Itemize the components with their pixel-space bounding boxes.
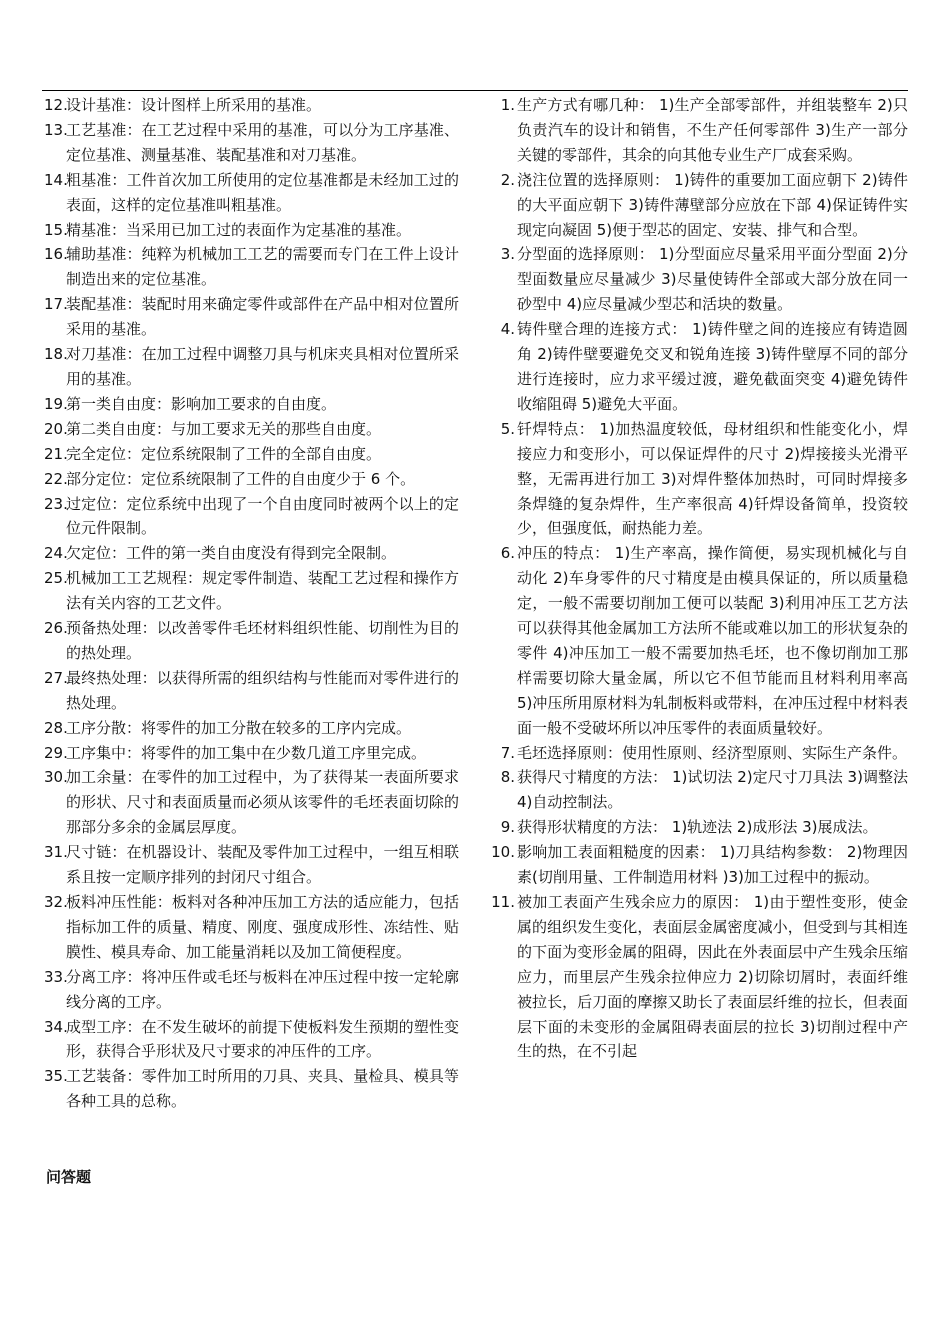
- item-text: 工艺装备：零件加工时所用的刀具、夹具、量检具、模具等各种工具的总称。: [66, 1067, 459, 1111]
- item-text: 设计基准：设计图样上所采用的基准。: [66, 96, 322, 114]
- answer-item: [490, 765, 908, 815]
- item-number: 33.: [44, 967, 68, 986]
- definition-item: [44, 93, 459, 118]
- top-rule: [42, 90, 908, 91]
- item-text: 生产方式有哪几种： 1)生产全部零部件，并组装整车 2)只负责汽车的设计和销售，不生产任何零部件 3)生产一部分关键的零部件，其余的向其他专业生产厂成套采购。: [517, 96, 908, 164]
- item-number: 1.: [500, 96, 515, 114]
- definition-item: [44, 442, 459, 467]
- item-text: 毛坯选择原则：使用性原则、经济型原则、实际生产条件。: [517, 743, 908, 762]
- item-number: 10.: [491, 843, 515, 862]
- definition-item: [44, 492, 459, 542]
- answer-item: [490, 840, 908, 890]
- item-number: 21.: [44, 444, 68, 463]
- definition-item: [44, 965, 459, 1015]
- definition-item: [44, 566, 459, 616]
- item-number: 31.: [44, 843, 68, 862]
- item-number: 12.: [44, 96, 68, 114]
- item-text: 精基准：当采用已加工过的表面作为定基准的基准。: [66, 220, 412, 239]
- item-text: 欠定位：工件的第一类自由度没有得到完全限制。: [66, 544, 397, 563]
- answer-item: [490, 93, 908, 168]
- item-text: 冲压的特点： 1)生产率高，操作简便，易实现机械化与自动化 2)车身零件的尺寸精度是由模具保证的，所以质量稳定，一般不需要切削加工便可以装配 3)利用冲压工艺方法可以获得其他金属加工方法所不能或难以加工的形状复杂的零件 4)冲压加工一般不需要加热毛坯，也不像切削加工那样需要切除大量金属，所以它不但节能而且材料利用率高 5)冲压所用原材料为轧制板料或带料，在冲压过程中材料表面一般不受破坏所以冲压零件的表面质量较好。: [517, 544, 908, 737]
- item-text: 粗基准：工件首次加工所使用的定位基准都是未经加工过的表面，这样的定位基准叫粗基准。: [66, 170, 459, 214]
- item-number: 28.: [44, 718, 68, 737]
- answer-item: [490, 541, 908, 740]
- qa-heading: 问答题: [46, 1168, 92, 1186]
- item-number: 30.: [44, 768, 68, 787]
- item-text: 过定位：定位系统中出现了一个自由度同时被两个以上的定位元件限制。: [66, 494, 459, 538]
- definition-item: [44, 616, 459, 666]
- item-text: 钎焊特点： 1)加热温度较低，母材组织和性能变化小，焊接应力和变形小，可以保证焊件的尺寸 2)焊接接头光滑平整，无需再进行加工 3)对焊件整体加热时，可同时焊接多条焊缝的复杂焊件，生产率很高 4)钎焊设备简单，投资较少，但强度低，耐热能力差。: [517, 419, 908, 538]
- definition-item: [44, 467, 459, 492]
- definition-item: [44, 292, 459, 342]
- definition-item: [44, 118, 459, 168]
- item-text: 获得尺寸精度的方法： 1)试切法 2)定尺寸刀具法 3)调整法 4)自动控制法。: [517, 768, 908, 812]
- item-number: 32.: [44, 893, 68, 911]
- item-text: 板料冲压性能：板料对各种冲压加工方法的适应能力，包括指标加工件的质量、精度、刚度、强度成形性、冻结性、贴膜性、模具寿命、加工能量消耗以及加工简便程度。: [66, 893, 459, 961]
- item-number: 23.: [44, 494, 68, 513]
- item-text: 装配基准：装配时用来确定零件或部件在产品中相对位置所采用的基准。: [66, 295, 459, 339]
- answer-item: [490, 890, 908, 1064]
- item-number: 19.: [44, 394, 68, 413]
- item-text: 获得形状精度的方法： 1)轨迹法 2)成形法 3)展成法。: [517, 818, 878, 837]
- definition-item: [44, 417, 459, 442]
- item-number: 26.: [44, 619, 68, 638]
- item-number: 15.: [44, 220, 68, 239]
- item-number: 7.: [500, 743, 515, 762]
- item-text: 铸件壁合理的连接方式： 1)铸件壁之间的连接应有铸造圆角 2)铸件壁要避免交叉和锐角连接 3)铸件壁厚不同的部分进行连接时，应力求平缓过渡，避免截面突变 4)避免铸件收缩阻碍 5)避免大平面。: [517, 320, 908, 413]
- item-number: 4.: [500, 320, 515, 339]
- item-number: 34.: [44, 1017, 68, 1036]
- item-number: 9.: [500, 818, 515, 837]
- item-text: 第一类自由度：影响加工要求的自由度。: [66, 394, 337, 413]
- definition-item: [44, 741, 459, 766]
- definition-item: [44, 666, 459, 716]
- item-number: 17.: [44, 295, 68, 314]
- definition-item: [44, 890, 459, 965]
- definition-item: [44, 716, 459, 741]
- item-number: 35.: [44, 1067, 68, 1086]
- item-number: 5.: [500, 419, 515, 438]
- item-text: 加工余量：在零件的加工过程中，为了获得某一表面所要求的形状、尺寸和表面质量而必须从该零件的毛坯表面切除的那部分多余的金属层厚度。: [66, 768, 459, 837]
- answer-item: [490, 317, 908, 417]
- item-number: 20.: [44, 419, 68, 438]
- definition-item: [44, 840, 459, 890]
- item-number: 11.: [491, 893, 515, 911]
- item-text: 辅助基准：纯粹为机械加工工艺的需要而专门在工件上设计制造出来的定位基准。: [66, 245, 459, 289]
- item-text: 浇注位置的选择原则： 1)铸件的重要加工面应朝下 2)铸件的大平面应朝下 3)铸件薄壁部分应放在下部 4)保证铸件实现定向凝固 5)便于型芯的固定、安装、排气和合型。: [517, 170, 908, 239]
- item-text: 预备热处理：以改善零件毛坯材料组织性能、切削性为目的的热处理。: [66, 619, 459, 662]
- item-text: 成型工序：在不发生破坏的前提下使板料发生预期的塑性变形，获得合乎形状及尺寸要求的冲压件的工序。: [66, 1017, 459, 1061]
- item-text: 尺寸链：在机器设计、装配及零件加工过程中，一组互相联系且按一定顺序排列的封闭尺寸组合。: [66, 843, 459, 887]
- item-text: 工艺基准：在工艺过程中采用的基准，可以分为工序基准、定位基准、测量基准、装配基准和对刀基准。: [66, 120, 459, 164]
- item-text: 第二类自由度：与加工要求无关的那些自由度。: [66, 419, 382, 438]
- item-text: 部分定位：定位系统限制了工件的自由度少于 6 个。: [66, 469, 416, 488]
- definition-item: [44, 218, 459, 243]
- item-text: 最终热处理：以获得所需的组织结构与性能而对零件进行的热处理。: [66, 668, 459, 712]
- item-number: 27.: [44, 668, 68, 687]
- item-text: 工序集中：将零件的加工集中在少数几道工序里完成。: [66, 743, 427, 762]
- item-text: 工序分散：将零件的加工分散在较多的工序内完成。: [66, 718, 412, 737]
- item-number: 3.: [500, 245, 515, 264]
- definition-item: [44, 342, 459, 392]
- item-text: 影响加工表面粗糙度的因素： 1)刀具结构参数： 2)物理因素(切削用量、工件制造用材料 )3)加工过程中的振动。: [517, 843, 908, 887]
- definitions-column: [44, 93, 459, 1114]
- definition-item: [44, 1064, 459, 1114]
- answer-item: [490, 815, 908, 840]
- item-number: 13.: [44, 120, 68, 139]
- item-text: 分型面的选择原则： 1)分型面应尽量采用平面分型面 2)分型面数量应尽量减少 3)尽量使铸件全部或大部分放在同一砂型中 4)应尽量减少型芯和活块的数量。: [517, 245, 908, 314]
- answer-item: [490, 242, 908, 317]
- answer-item: [490, 417, 908, 542]
- item-text: 对刀基准：在加工过程中调整刀具与机床夹具相对位置所采用的基准。: [66, 345, 459, 388]
- definition-item: [44, 168, 459, 218]
- definition-item: [44, 765, 459, 840]
- answer-item: [490, 741, 908, 766]
- item-number: 14.: [44, 170, 68, 189]
- definition-item: [44, 242, 459, 292]
- item-number: 22.: [44, 469, 68, 488]
- answer-item: [490, 168, 908, 243]
- item-number: 6.: [500, 544, 515, 563]
- answers-column: [490, 93, 908, 1064]
- item-number: 29.: [44, 743, 68, 762]
- item-text: 分离工序：将冲压件或毛坯与板料在冲压过程中按一定轮廓线分离的工序。: [66, 967, 459, 1011]
- item-number: 24.: [44, 544, 68, 563]
- item-number: 8.: [500, 768, 515, 787]
- definition-item: [44, 541, 459, 566]
- item-number: 25.: [44, 569, 68, 588]
- definition-item: [44, 1015, 459, 1065]
- item-text: 完全定位：定位系统限制了工件的全部自由度。: [66, 444, 382, 463]
- definition-item: [44, 392, 459, 417]
- item-text: 被加工表面产生残余应力的原因： 1)由于塑性变形，使金属的组织发生变化，表面层金属密度减小，但受到与其相连的下面为变形金属的阻碍，因此在外表面层中产生残余压缩应力，而里层产生残余拉伸应力 2)切除切屑时，表面纤维被拉长，后刀面的摩擦又助长了表面层纤维的拉长，但表面层下面的未变形的金属阻碍表面层的拉长 3)切削过程中产生的热，在不引起: [517, 893, 908, 1061]
- item-number: 16.: [44, 245, 68, 264]
- item-number: 2.: [500, 170, 515, 189]
- item-text: 机械加工工艺规程：规定零件制造、装配工艺过程和操作方法有关内容的工艺文件。: [66, 569, 459, 613]
- item-number: 18.: [44, 345, 68, 364]
